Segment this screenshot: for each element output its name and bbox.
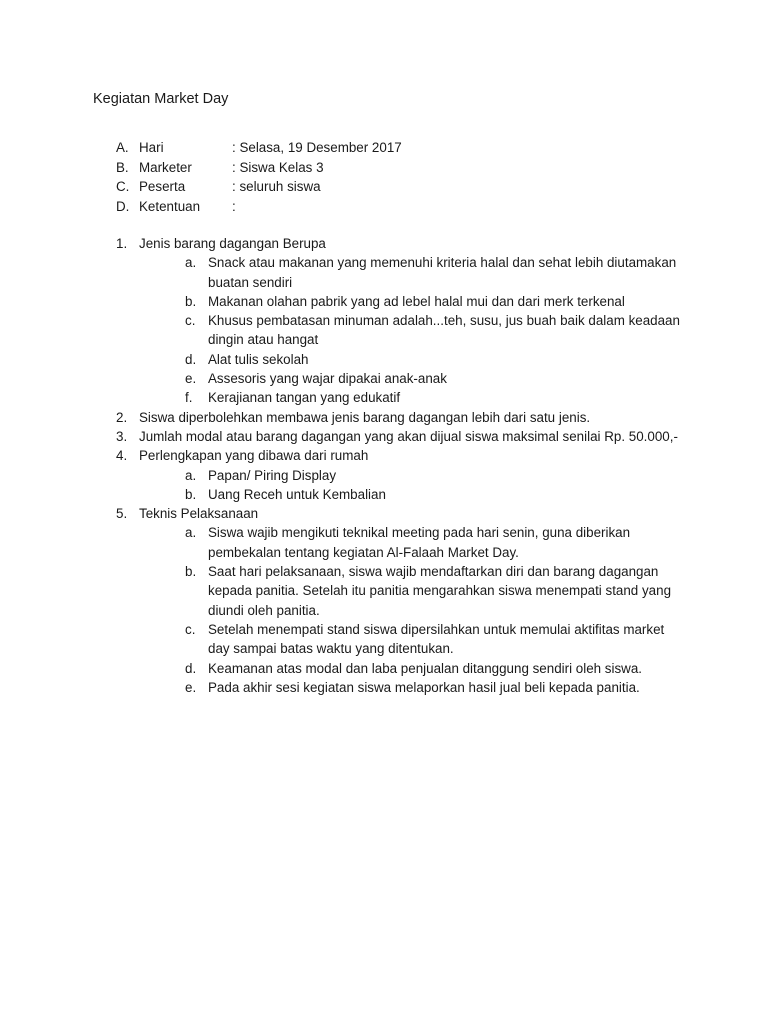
info-row-participants: [116, 177, 402, 197]
sub-letter: b.: [185, 486, 197, 502]
sub-letter: a.: [185, 467, 197, 483]
info-letter: A.: [116, 140, 129, 156]
item-number: 2.: [116, 409, 128, 425]
sub-letter: a.: [185, 525, 197, 541]
sub-letter: a.: [185, 255, 197, 271]
sub-text: Papan/ Piring Display: [208, 467, 337, 483]
sub-item: [185, 388, 686, 407]
sub-text: Saat hari pelaksanaan, siswa wajib mendaftarkan diri dan barang dagangan kepada panitia. Setelah itu panitia mengarahkan siswa menempati stand yang diundi oleh panitia.: [208, 564, 672, 618]
item-text: Jenis barang dagangan Berupa: [139, 236, 326, 251]
item-number: 4.: [116, 448, 128, 464]
sub-letter: b.: [185, 293, 197, 309]
info-value: : Siswa Kelas 3: [232, 159, 324, 175]
sub-text: Siswa wajib mengikuti teknikal meeting pada hari senin, guna diberikan pembekalan tentang kegiatan Al-Falaah Market Day.: [208, 525, 631, 560]
sub-item: [185, 523, 686, 562]
sub-item: [185, 292, 686, 311]
sub-letter: c.: [185, 621, 196, 637]
sub-letter: b.: [185, 564, 197, 580]
list-item: [116, 427, 686, 446]
sub-text: Kerajianan tangan yang edukatif: [208, 390, 401, 406]
sub-letter: d.: [185, 660, 197, 676]
list-item: [116, 504, 686, 697]
item-number: 3.: [116, 428, 128, 444]
sub-item: [185, 562, 686, 620]
item-number: 1.: [116, 236, 128, 251]
list-item: [116, 234, 686, 408]
sub-text: Alat tulis sekolah: [208, 351, 309, 367]
info-label: Peserta: [139, 179, 186, 195]
sub-text: Keamanan atas modal dan laba penjualan ditanggung sendiri oleh siswa.: [208, 660, 643, 676]
sub-item: [185, 350, 686, 369]
document-title: Kegiatan Market Day: [93, 91, 229, 107]
sub-text: Khusus pembatasan minuman adalah...teh, susu, jus buah baik dalam keadaan dingin atau hangat: [208, 313, 680, 348]
list-item: [116, 408, 686, 427]
item-text: Teknis Pelaksanaan: [139, 506, 259, 522]
provisions-list: [116, 234, 686, 697]
sub-letter: e.: [185, 679, 197, 695]
sub-text: Uang Receh untuk Kembalian: [208, 486, 386, 502]
sub-letter: d.: [185, 351, 197, 367]
sub-letter: c.: [185, 313, 196, 329]
sub-list: [139, 466, 686, 505]
numbered-list: [116, 234, 686, 697]
sub-list: [139, 253, 686, 407]
sub-item: [185, 659, 686, 678]
info-value: :: [232, 198, 236, 214]
info-value: : Selasa, 19 Desember 2017: [232, 140, 402, 156]
sub-item: [185, 466, 686, 485]
sub-item: [185, 620, 686, 659]
item-number: 5.: [116, 506, 128, 522]
item-text: Perlengkapan yang dibawa dari rumah: [139, 448, 369, 464]
sub-text: Assesoris yang wajar dipakai anak-anak: [208, 371, 447, 387]
sub-item: [185, 485, 686, 504]
info-label: Hari: [139, 140, 164, 156]
item-text: Siswa diperbolehkan membawa jenis barang dagangan lebih dari satu jenis.: [139, 409, 591, 425]
info-row-marketer: [116, 158, 402, 178]
info-label: Ketentuan: [139, 198, 201, 214]
info-letter: B.: [116, 159, 129, 175]
sub-text: Makanan olahan pabrik yang ad lebel halal mui dan dari merk terkenal: [208, 293, 625, 309]
info-letter: C.: [116, 179, 130, 195]
sub-letter: f.: [185, 390, 193, 406]
sub-letter: e.: [185, 371, 197, 387]
info-value: : seluruh siswa: [232, 179, 321, 195]
sub-item: [185, 311, 686, 350]
list-item: [116, 446, 686, 504]
sub-text: Pada akhir sesi kegiatan siswa melaporkan hasil jual beli kepada panitia.: [208, 679, 640, 695]
info-label: Marketer: [139, 159, 192, 175]
info-row-provisions: [116, 197, 402, 217]
sub-item: [185, 253, 686, 292]
event-info: [116, 138, 402, 216]
sub-text: Snack atau makanan yang memenuhi kriteria halal dan sehat lebih diutamakan buatan sendiri: [208, 255, 677, 290]
sub-list: [139, 523, 686, 697]
info-letter: D.: [116, 198, 130, 214]
item-text: Jumlah modal atau barang dagangan yang akan dijual siswa maksimal senilai Rp. 50.000,-: [139, 428, 678, 444]
sub-text: Setelah menempati stand siswa dipersilahkan untuk memulai aktifitas market day sampai batas waktu yang ditentukan.: [208, 621, 665, 657]
info-row-day: [116, 138, 402, 158]
sub-item: [185, 678, 686, 697]
sub-item: [185, 369, 686, 388]
